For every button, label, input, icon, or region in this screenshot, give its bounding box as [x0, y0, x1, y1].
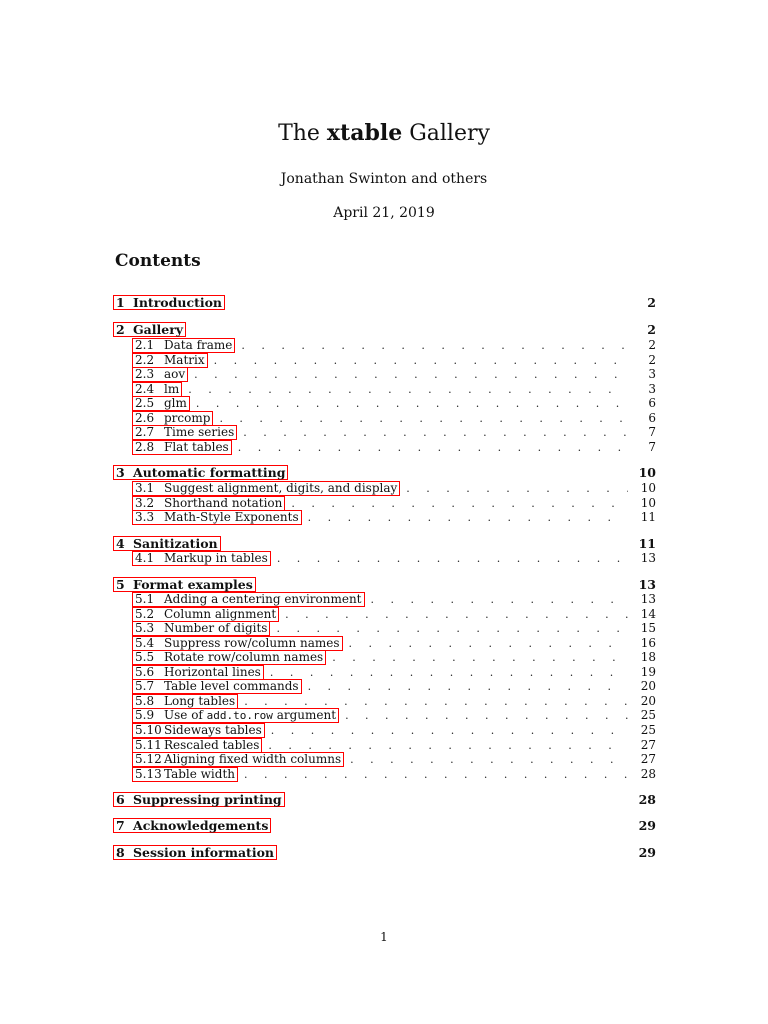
toc-subsection-label [164, 482, 397, 495]
toc-subsection-number: 2.5 [135, 396, 155, 411]
toc-section-8 [113, 845, 656, 860]
toc-subsection-link[interactable] [132, 665, 264, 680]
toc-subsection-page[interactable]: 14 [640, 606, 656, 621]
toc-subsection-number: 2.3 [135, 367, 155, 382]
toc-subsection-row [132, 367, 656, 382]
toc-subsection-label-text: Horizontal lines [164, 664, 261, 679]
toc-subsection-link[interactable] [132, 592, 365, 607]
toc-subsection-label [164, 608, 276, 621]
toc-subsection-row [132, 551, 656, 566]
toc-section-number: 2 [116, 322, 125, 337]
toc-subsection-label-text: Time series [164, 425, 235, 440]
toc-dot-leader [243, 425, 628, 440]
toc-subsection-label [164, 724, 262, 737]
toc-subsection-number: 3.3 [135, 510, 155, 525]
toc-section-row [113, 818, 656, 833]
toc-subsection-page[interactable]: 10 [640, 481, 656, 495]
toc-subsection-5.10 [132, 723, 656, 738]
toc-subsection-number: 2.1 [135, 338, 155, 352]
toc-subsection-page[interactable]: 10 [640, 495, 656, 510]
toc-dot-leader [277, 551, 628, 566]
toc-subsection-page[interactable]: 7 [648, 425, 656, 440]
toc-subsection-label [164, 622, 267, 635]
toc-subsection-link[interactable] [132, 767, 238, 782]
toc-section-label: Format examples [133, 577, 253, 592]
toc-subsection-row [132, 510, 656, 525]
toc-dot-leader [196, 396, 628, 411]
toc-subsection-4.1 [132, 551, 656, 566]
toc-section-link[interactable] [113, 577, 256, 592]
toc-subsection-number: 5.4 [135, 635, 155, 650]
toc-section-number: 7 [116, 818, 125, 833]
toc-subsection-page[interactable]: 2 [648, 352, 656, 367]
toc-section-number: 8 [116, 845, 125, 860]
toc-subsection-link[interactable] [132, 382, 182, 397]
toc-dot-leader [214, 353, 628, 368]
toc-subsection-page[interactable]: 6 [648, 396, 656, 411]
toc-section-label: Gallery [133, 322, 184, 337]
toc-subsection-page[interactable]: 28 [640, 766, 656, 781]
toc-section-number: 6 [116, 792, 125, 807]
toc-dot-leader [238, 440, 628, 455]
toc-subsection-label-text: Data frame [164, 338, 233, 352]
toc-subsection-label [164, 511, 299, 524]
toc-subsection-number: 5.5 [135, 650, 155, 665]
toc-subsection-row [132, 353, 656, 368]
toc-subsection-page[interactable]: 20 [640, 693, 656, 708]
toc-subsection-page[interactable]: 16 [640, 635, 656, 650]
toc-subsection-row [132, 481, 656, 496]
toc-dot-leader [188, 382, 628, 397]
toc-subsection-page[interactable]: 2 [648, 338, 656, 352]
toc-section-label: Introduction [133, 295, 223, 310]
toc-section-7 [113, 818, 656, 833]
toc-subsection-link[interactable] [132, 636, 343, 651]
toc-subsection-label-text: Long tables [164, 693, 236, 708]
toc-section-4 [113, 536, 656, 551]
toc-subsection-3.1 [132, 481, 656, 496]
toc-subsection-label-text: Matrix [164, 352, 205, 367]
toc-subsection-label [164, 666, 261, 679]
toc-subsection-row [132, 592, 656, 607]
toc-dot-leader [244, 767, 628, 782]
toc-subsection-label [164, 368, 185, 381]
toc-subsection-row [132, 694, 656, 709]
toc-section-link[interactable] [113, 295, 225, 310]
toc-subsection-5.2 [132, 607, 656, 622]
toc-subsection-link[interactable] [132, 440, 232, 455]
toc-subsection-label [164, 768, 235, 781]
toc-dot-leader [194, 367, 628, 382]
toc-section-row [113, 792, 656, 807]
document-date: April 21, 2019 [333, 205, 435, 221]
toc-section-link[interactable] [113, 845, 277, 860]
toc-subsection-label-text: Rotate row/column names [164, 650, 324, 665]
toc-section-label: Acknowledgements [133, 818, 269, 833]
contents-heading: Contents [115, 251, 201, 271]
toc-dot-leader [308, 510, 628, 525]
toc-subsection-link[interactable] [132, 607, 279, 622]
toc-subsection-page[interactable]: 13 [640, 592, 656, 606]
toc-section-number: 5 [116, 577, 125, 592]
toc-subsection-label-text: Suggest alignment, digits, and display [164, 481, 398, 495]
toc-dot-leader [268, 738, 628, 753]
toc-section-page[interactable]: 13 [638, 577, 656, 592]
toc-subsection-page[interactable]: 15 [640, 621, 656, 636]
toc-subsection-number: 5.7 [135, 679, 155, 694]
toc-subsection-link[interactable] [132, 425, 237, 440]
toc-subsection-row [132, 396, 656, 411]
toc-subsection-link[interactable] [132, 496, 285, 511]
toc-dot-leader [270, 665, 628, 680]
toc-subsection-label-text: Table level commands [164, 679, 299, 694]
toc-subsection-row [132, 496, 656, 511]
toc-subsection-row [132, 411, 656, 426]
document-author: Jonathan Swinton and others [280, 171, 488, 187]
toc-subsection-label-text: Math-Style Exponents [164, 510, 299, 525]
toc-subsection-number: 2.7 [135, 425, 155, 440]
toc-section-1 [113, 295, 656, 310]
toc-subsection-label-text: Suppress row/column names [164, 635, 340, 650]
toc-dot-leader [276, 621, 628, 636]
document-title: The xtable Gallery [278, 120, 490, 146]
toc-section-3 [113, 465, 656, 480]
toc-subsection-2.2 [132, 353, 656, 368]
toc-subsection-row [132, 425, 656, 440]
toc-subsection-label [164, 412, 210, 425]
toc-dot-leader [271, 723, 628, 738]
toc-subsection-row [132, 650, 656, 665]
toc-subsection-label-text: Number of digits [164, 621, 268, 636]
toc-subsection-link[interactable] [132, 353, 208, 368]
toc-subsection-number: 2.6 [135, 410, 155, 425]
toc-subsection-row [132, 636, 656, 651]
toc-subsection-row [132, 679, 656, 694]
toc-subsection-link[interactable] [132, 621, 270, 636]
toc-subsection-link[interactable] [132, 694, 238, 709]
toc-subsection-label [164, 680, 299, 693]
toc-subsection-number: 5.8 [135, 693, 155, 708]
toc-subsection-label [164, 739, 259, 752]
toc-subsection-link[interactable] [132, 679, 302, 694]
toc-subsection-number: 2.2 [135, 352, 155, 367]
toc-section-label: Suppressing printing [133, 792, 282, 807]
toc-subsection-2.5 [132, 396, 656, 411]
toc-section-label: Session information [133, 845, 274, 860]
toc-subsection-2.7 [132, 425, 656, 440]
toc-section-page[interactable]: 29 [638, 845, 656, 860]
toc-subsection-row [132, 767, 656, 782]
toc-section-page[interactable]: 28 [638, 792, 656, 807]
toc-section-row [113, 465, 656, 480]
toc-subsection-2.4 [132, 382, 656, 397]
toc-subsection-link[interactable] [132, 367, 188, 382]
toc-subsection-page[interactable]: 11 [640, 510, 656, 525]
toc-dot-leader [345, 708, 628, 723]
toc-section-2 [113, 322, 656, 337]
toc-subsection-label [164, 497, 282, 510]
toc-subsection-row [132, 338, 656, 353]
toc-section-5 [113, 577, 656, 592]
toc-subsection-row [132, 382, 656, 397]
toc-subsection-label-text: Table width [164, 766, 236, 781]
page-number: 1 [380, 930, 388, 944]
toc-subsection-label-text: Adding a centering environment [164, 592, 362, 606]
toc-subsection-page[interactable]: 18 [640, 650, 656, 665]
document-title-bold: xtable [326, 120, 403, 146]
toc-subsection-label [164, 383, 179, 396]
toc-section-page[interactable]: 2 [647, 295, 656, 310]
toc-subsection-row [132, 723, 656, 738]
toc-subsection-link[interactable] [132, 396, 190, 411]
toc-subsection-label [164, 339, 232, 352]
toc-dot-leader [244, 694, 628, 709]
toc-subsection-number: 5.9 [135, 708, 155, 723]
toc-subsection-5.6 [132, 665, 656, 680]
toc-subsection-link[interactable] [132, 551, 271, 566]
toc-section-number: 4 [116, 536, 125, 551]
toc-subsection-label [164, 441, 229, 454]
toc-section-label: Automatic formatting [133, 465, 286, 480]
toc-subsection-3.2 [132, 496, 656, 511]
toc-subsection-link[interactable] [132, 650, 326, 665]
toc-subsection-page[interactable]: 3 [648, 367, 656, 382]
toc-subsection-5.7 [132, 679, 656, 694]
toc-section-row [113, 295, 656, 310]
toc-section-row [113, 536, 656, 551]
toc-subsection-number: 5.12 [135, 752, 162, 766]
toc-subsection-number: 5.10 [135, 723, 162, 737]
toc-subsection-label [164, 397, 187, 410]
toc-dot-leader [219, 411, 628, 426]
toc-subsection-page[interactable]: 20 [640, 679, 656, 694]
toc-subsection-row [132, 738, 656, 753]
toc-subsection-page[interactable]: 19 [640, 664, 656, 679]
toc-subsection-label [164, 651, 323, 664]
toc-section-row [113, 577, 656, 592]
toc-subsection-5.1 [132, 592, 656, 607]
toc-subsection-label-text: Aligning fixed width columns [164, 752, 342, 766]
toc-subsection-number: 5.2 [135, 606, 155, 621]
toc-subsection-label-text: prcomp [164, 410, 211, 425]
toc-subsection-row [132, 607, 656, 622]
toc-subsection-label [164, 426, 234, 439]
toc-subsection-label-text: aov [164, 367, 186, 382]
toc-subsection-link[interactable] [132, 481, 400, 496]
toc-subsection-label [164, 709, 336, 722]
toc-subsection-number: 5.3 [135, 621, 155, 636]
toc-subsection-number: 5.1 [135, 592, 155, 606]
toc-subsection-label [164, 753, 341, 766]
toc-subsection-2.6 [132, 411, 656, 426]
toc-subsection-5.4 [132, 636, 656, 651]
toc-subsection-label-text: Markup in tables [164, 551, 268, 565]
toc-subsection-row [132, 440, 656, 455]
toc-subsection-page[interactable]: 7 [648, 439, 656, 454]
toc-subsection-page[interactable]: 27 [640, 752, 656, 766]
toc-subsection-label-text: lm [164, 381, 180, 396]
toc-subsection-link[interactable] [132, 411, 213, 426]
toc-subsection-5.12 [132, 752, 656, 767]
toc-subsection-link[interactable] [132, 738, 262, 753]
toc-dot-leader [241, 338, 628, 353]
toc-subsection-code: add.to.row [206, 709, 273, 723]
toc-section-row [113, 322, 656, 337]
toc-subsection-label-text: Column alignment [164, 606, 277, 621]
toc-section-page[interactable]: 2 [647, 322, 656, 337]
toc-subsection-label [164, 637, 340, 650]
toc-subsection-label-text: Rescaled tables [164, 737, 260, 752]
toc-subsection-number: 3.1 [135, 481, 155, 495]
toc-subsection-5.8 [132, 694, 656, 709]
toc-subsection-5.3 [132, 621, 656, 636]
toc-section-page[interactable]: 29 [638, 818, 656, 833]
toc-subsection-2.3 [132, 367, 656, 382]
toc-subsection-page[interactable]: 6 [648, 410, 656, 425]
toc-subsection-link[interactable] [132, 708, 339, 723]
toc-subsection-link[interactable] [132, 510, 302, 525]
toc-subsection-page[interactable]: 3 [648, 381, 656, 396]
toc-subsection-page[interactable]: 13 [640, 551, 656, 565]
toc-dot-leader [308, 679, 628, 694]
toc-section-6 [113, 792, 656, 807]
toc-dot-leader [371, 592, 628, 607]
toc-subsection-number: 3.2 [135, 495, 155, 510]
toc-subsection-page[interactable]: 25 [640, 723, 656, 737]
toc-section-number: 3 [116, 465, 125, 480]
toc-subsection-label-text: glm [164, 396, 187, 411]
toc-section-page[interactable]: 11 [638, 536, 656, 551]
toc-subsection-row [132, 708, 656, 723]
toc-dot-leader [291, 496, 628, 511]
toc-subsection-5.11 [132, 738, 656, 753]
toc-subsection-5.5 [132, 650, 656, 665]
toc-subsection-label [164, 695, 235, 708]
toc-subsection-label-text: Sideways tables [164, 723, 262, 737]
toc-subsection-link[interactable] [132, 723, 265, 738]
toc-subsection-number: 2.8 [135, 439, 155, 454]
toc-dot-leader [285, 607, 628, 622]
toc-subsection-5.13 [132, 767, 656, 782]
toc-dot-leader [332, 650, 628, 665]
toc-section-row [113, 845, 656, 860]
toc-subsection-label-text: Use of [164, 708, 207, 723]
toc-subsection-page[interactable]: 27 [640, 737, 656, 752]
toc-dot-leader [349, 636, 628, 651]
toc-subsection-5.9 [132, 708, 656, 723]
toc-subsection-row [132, 621, 656, 636]
toc-subsection-link[interactable] [132, 338, 235, 353]
toc-subsection-2.8 [132, 440, 656, 455]
toc-section-link[interactable] [113, 818, 271, 833]
toc-section-link[interactable] [113, 322, 186, 337]
toc-subsection-label [164, 593, 362, 606]
toc-section-link[interactable] [113, 536, 221, 551]
toc-section-page[interactable]: 10 [638, 465, 656, 480]
toc-dot-leader [350, 752, 628, 767]
toc-subsection-label-text: Flat tables [164, 439, 229, 454]
toc-subsection-label [164, 354, 205, 367]
toc-subsection-row [132, 752, 656, 767]
toc-subsection-label-after: argument [272, 708, 337, 723]
toc-subsection-3.3 [132, 510, 656, 525]
toc-subsection-number: 5.13 [135, 766, 162, 781]
toc-section-number: 1 [116, 295, 125, 310]
toc-subsection-row [132, 665, 656, 680]
toc-subsection-label-text: Shorthand notation [164, 495, 283, 510]
toc-subsection-number: 5.11 [135, 737, 162, 752]
toc-section-link[interactable] [113, 465, 288, 480]
toc-section-link[interactable] [113, 792, 285, 807]
toc-section-label: Sanitization [133, 536, 218, 551]
toc-subsection-page[interactable]: 25 [640, 708, 656, 723]
toc-subsection-number: 2.4 [135, 381, 155, 396]
toc-subsection-number: 5.6 [135, 664, 155, 679]
toc-subsection-number: 4.1 [135, 551, 155, 565]
toc-subsection-label [164, 552, 268, 565]
toc-subsection-2.1 [132, 338, 656, 353]
toc-dot-leader [406, 481, 628, 496]
toc-subsection-link[interactable] [132, 752, 344, 767]
